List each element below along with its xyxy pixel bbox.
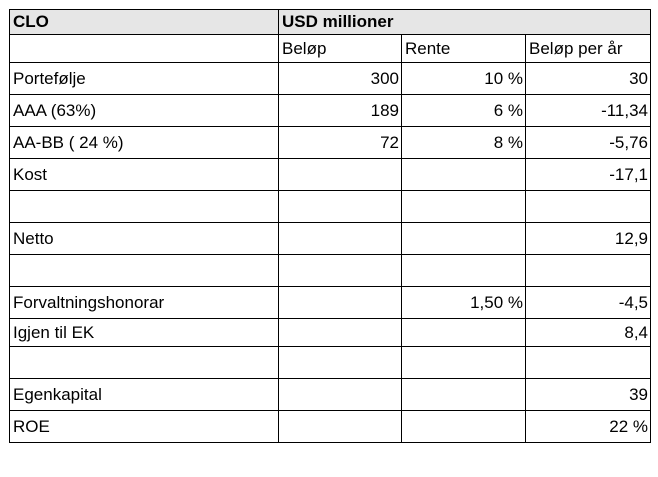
row-belop[interactable] (279, 159, 402, 191)
row-belop[interactable] (279, 223, 402, 255)
row-belop[interactable] (279, 347, 402, 379)
row-label[interactable]: Netto (10, 223, 279, 255)
subheader-rente[interactable]: Rente (402, 35, 526, 63)
row-rente[interactable]: 6 % (402, 95, 526, 127)
row-label[interactable]: AAA (63%) (10, 95, 279, 127)
row-belop[interactable] (279, 191, 402, 223)
row-label[interactable] (10, 191, 279, 223)
row-per-ar[interactable]: 39 (526, 379, 651, 411)
row-belop[interactable]: 300 (279, 63, 402, 95)
header-row (10, 10, 651, 35)
row-per-ar[interactable]: 30 (526, 63, 651, 95)
row-rente[interactable] (402, 411, 526, 443)
row-belop[interactable] (279, 379, 402, 411)
row-rente[interactable] (402, 159, 526, 191)
row-label[interactable] (10, 347, 279, 379)
row-label[interactable]: Igjen til EK (10, 319, 279, 347)
table-row-empty (10, 347, 651, 379)
row-per-ar[interactable]: 22 % (526, 411, 651, 443)
header-usd-millioner[interactable]: USD millioner (279, 10, 651, 35)
subheader-row (10, 35, 651, 63)
row-belop[interactable] (279, 255, 402, 287)
row-belop[interactable]: 189 (279, 95, 402, 127)
table-row-egenkapital (10, 379, 651, 411)
row-rente[interactable]: 1,50 % (402, 287, 526, 319)
table-row-aa-bb (10, 127, 651, 159)
row-label[interactable]: Kost (10, 159, 279, 191)
row-label[interactable]: Portefølje (10, 63, 279, 95)
row-per-ar[interactable]: 8,4 (526, 319, 651, 347)
row-belop[interactable]: 72 (279, 127, 402, 159)
row-rente[interactable] (402, 255, 526, 287)
row-label[interactable]: Egenkapital (10, 379, 279, 411)
subheader-belop-per-ar[interactable]: Beløp per år (526, 35, 651, 63)
row-per-ar[interactable] (526, 255, 651, 287)
row-per-ar[interactable]: -11,34 (526, 95, 651, 127)
table-row-empty (10, 191, 651, 223)
table-row-netto (10, 223, 651, 255)
row-belop[interactable] (279, 319, 402, 347)
subheader-belop[interactable]: Beløp (279, 35, 402, 63)
row-per-ar[interactable] (526, 347, 651, 379)
table-row-aaa (10, 95, 651, 127)
spreadsheet-table-container (9, 9, 651, 443)
row-rente[interactable] (402, 379, 526, 411)
row-belop[interactable] (279, 287, 402, 319)
row-belop[interactable] (279, 411, 402, 443)
row-label[interactable]: ROE (10, 411, 279, 443)
row-per-ar[interactable]: -17,1 (526, 159, 651, 191)
row-per-ar[interactable]: 12,9 (526, 223, 651, 255)
row-per-ar[interactable]: -4,5 (526, 287, 651, 319)
row-label[interactable] (10, 255, 279, 287)
row-per-ar[interactable]: -5,76 (526, 127, 651, 159)
row-per-ar[interactable] (526, 191, 651, 223)
clo-table (9, 9, 651, 443)
table-row-forvaltningshonorar (10, 287, 651, 319)
table-row-roe (10, 411, 651, 443)
row-rente[interactable] (402, 191, 526, 223)
table-row-portefolje (10, 63, 651, 95)
row-rente[interactable] (402, 319, 526, 347)
row-rente[interactable]: 10 % (402, 63, 526, 95)
row-rente[interactable]: 8 % (402, 127, 526, 159)
row-rente[interactable] (402, 347, 526, 379)
row-label[interactable]: AA-BB ( 24 %) (10, 127, 279, 159)
table-row-igjen-til-ek (10, 319, 651, 347)
row-label[interactable]: Forvaltningshonorar (10, 287, 279, 319)
subheader-empty-cell[interactable] (10, 35, 279, 63)
table-row-kost (10, 159, 651, 191)
table-row-empty (10, 255, 651, 287)
row-rente[interactable] (402, 223, 526, 255)
header-clo[interactable]: CLO (10, 10, 279, 35)
